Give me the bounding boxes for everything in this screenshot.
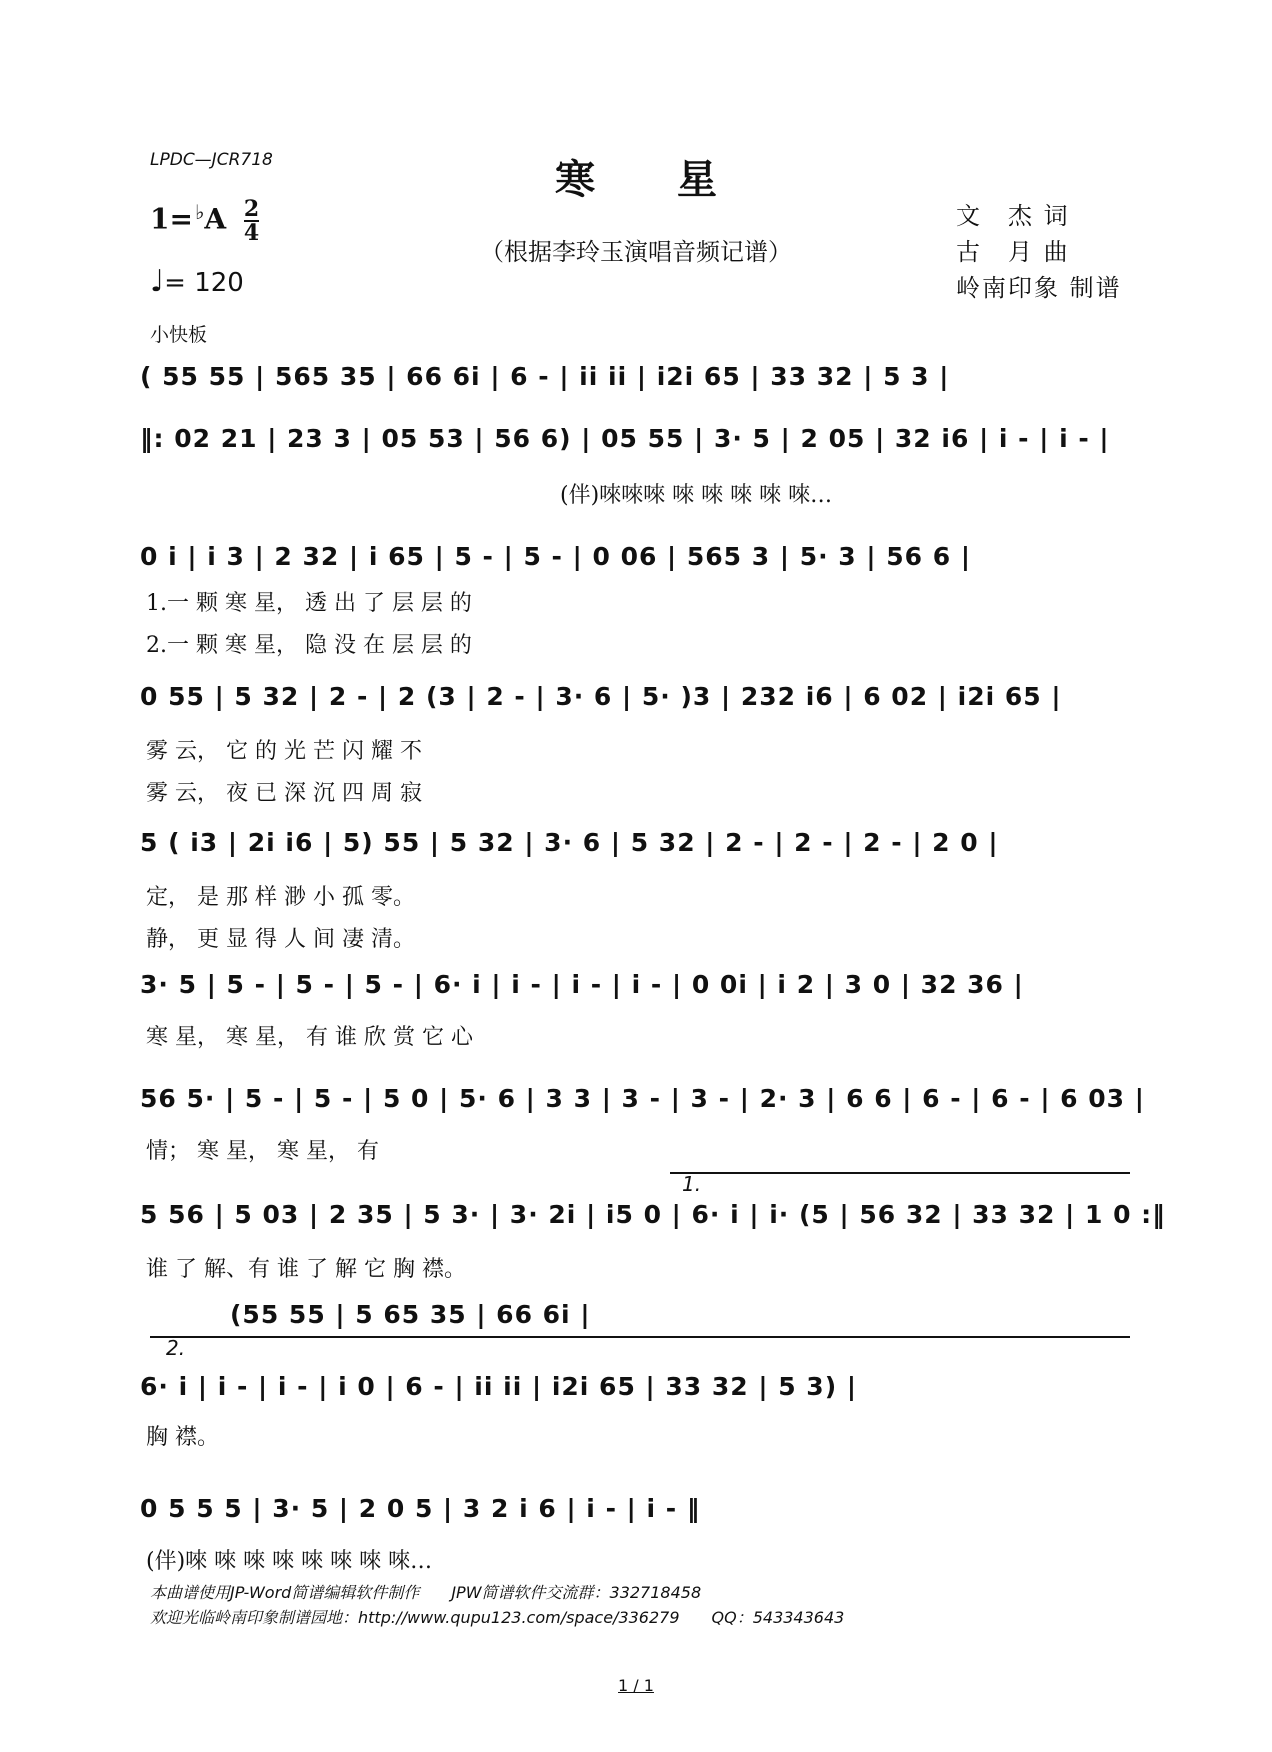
notation-line-8: 5 56 | 5 03 | 2 35 | 5 3· | 3· 2i | i5 0 | 6· i | i· (5 | 56 32 | 33 32 | 1 0 :‖: [140, 1200, 1166, 1229]
volta-1-bracket: [670, 1172, 1130, 1174]
notation-line-6: 3· 5 | 5 - | 5 - | 5 - | 6· i | i - | i - | i - | 0 0i | i 2 | 3 0 | 32 36 |: [140, 970, 1024, 999]
quarter-note-icon: ♩: [150, 264, 165, 299]
notation-line-2: ‖: 02 21 | 23 3 | 05 53 | 56 6) | 05 55 | 3· 5 | 2 05 | 32 i6 | i - | i - |: [140, 424, 1110, 453]
volta-2-bracket: [150, 1336, 1130, 1338]
tempo-marking: [150, 264, 244, 299]
lyrics-refrain-a: 寒 星， 寒 星， 有 谁 欣 赏 它 心: [146, 1025, 473, 1050]
notation-line-3: 0 i | i 3 | 2 32 | i 65 | 5 - | 5 - | 0 06 | 565 3 | 5· 3 | 56 6 |: [140, 542, 971, 571]
notation-line-1: ( 55 55 | 565 35 | 66 6i | 6 - | ii ii | i2i 65 | 33 32 | 5 3 |: [140, 362, 950, 391]
time-bottom: 4: [243, 220, 260, 246]
notation-line-10: 6· i | i - | i - | i 0 | 6 - | ii ii | i2i 65 | 33 32 | 5 3) |: [140, 1372, 857, 1401]
lyrics-refrain-b: 情； 寒 星， 寒 星， 有: [146, 1139, 379, 1164]
lyrics-verse-1c: 定， 是 那 样 渺 小 孤 零。: [146, 885, 415, 910]
lyrics-verse-1a: 1.一 颗 寒 星， 透 出 了 层 层 的: [146, 591, 472, 616]
lyrics-verse-2a: 2.一 颗 寒 星， 隐 没 在 层 层 的: [146, 633, 472, 658]
footer-website-note: 欢迎光临岭南印象制谱园地：http://www.qupu123.com/space/336279 QQ：543343643: [150, 1608, 845, 1627]
key-signature: [150, 198, 259, 244]
song-title: 寒星: [555, 156, 799, 203]
song-subtitle: （根据李玲玉演唱音频记谱）: [480, 238, 792, 266]
notation-line-11: 0 5 5 5 | 3· 5 | 2 0 5 | 3 2 i 6 | i - | i - ‖: [140, 1494, 701, 1523]
lyrics-refrain-c: 谁 了 解、有 谁 了 解 它 胸 襟。: [146, 1257, 466, 1282]
lyrics-ending: 胸 襟。: [146, 1425, 219, 1450]
score-code: LPDC—JCR718: [150, 150, 273, 170]
flat-sign: ♭: [194, 199, 205, 224]
notation-line-4: 0 55 | 5 32 | 2 - | 2 (3 | 2 - | 3· 6 | 5· )3 | 232 i6 | 6 02 | i2i 65 |: [140, 682, 1062, 711]
key-letter: A: [204, 202, 227, 236]
expression-marking: 小快板: [150, 324, 208, 346]
notation-line-7: 56 5· | 5 - | 5 - | 5 0 | 5· 6 | 3 3 | 3 - | 3 - | 2· 3 | 6 6 | 6 - | 6 - | 6 03 |: [140, 1084, 1145, 1113]
time-signature: [244, 198, 259, 244]
footer-software-note: 本曲谱使用JP-Word简谱编辑软件制作 JPW简谱软件交流群：332718458: [150, 1583, 702, 1602]
page-number: [0, 1676, 1272, 1695]
key-prefix: 1=: [150, 202, 193, 236]
lyrics-chorus-2: (伴)唻 唻 唻 唻 唻 唻 唻 唻…: [146, 1549, 433, 1574]
volta-1-label: 1.: [682, 1172, 702, 1196]
time-top: 2: [243, 196, 260, 222]
notation-line-5: 5 ( i3 | 2i i6 | 5) 55 | 5 32 | 3· 6 | 5 32 | 2 - | 2 - | 2 - | 2 0 |: [140, 828, 999, 857]
lyrics-verse-2c: 静， 更 显 得 人 间 凄 清。: [146, 927, 415, 952]
notation-line-9: (55 55 | 5 65 35 | 66 6i |: [230, 1300, 591, 1329]
volta-2-label: 2.: [166, 1336, 186, 1360]
lyrics-verse-1b: 雾 云， 它 的 光 芒 闪 耀 不: [146, 739, 422, 764]
lyricist-credit: 文 杰 词: [956, 202, 1070, 230]
arranger-credit: 岭南印象 制谱: [956, 274, 1122, 302]
lyrics-chorus-1: (伴)唻唻唻 唻 唻 唻 唻 唻…: [560, 483, 833, 508]
page-number-text: 1 / 1: [618, 1676, 654, 1695]
tempo-value: = 120: [164, 268, 244, 298]
lyrics-verse-2b: 雾 云， 夜 已 深 沉 四 周 寂: [146, 781, 422, 806]
composer-credit: 古 月 曲: [956, 238, 1070, 266]
